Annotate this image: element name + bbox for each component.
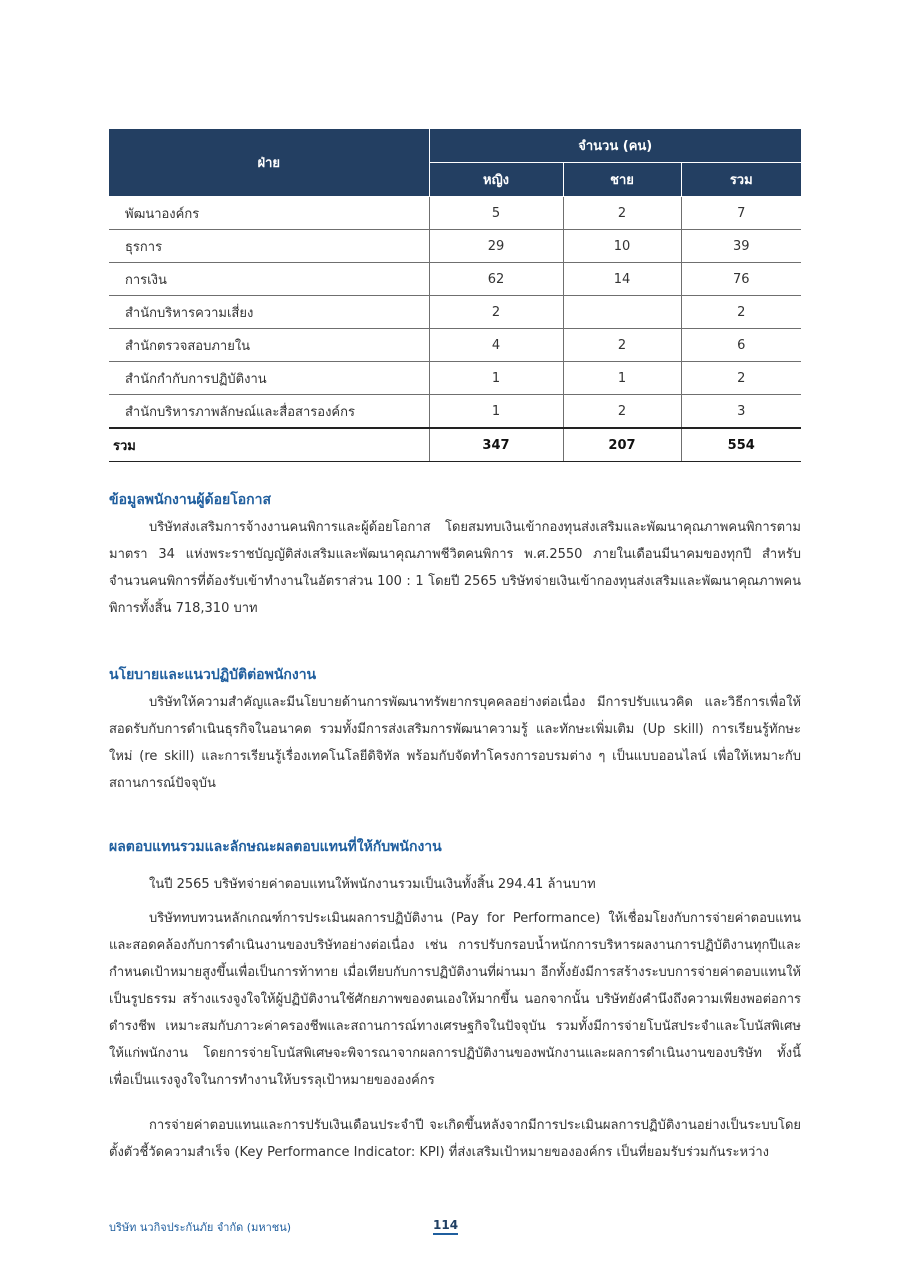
table-row xyxy=(109,197,801,230)
table-total-row xyxy=(109,428,801,462)
cell-female: 1 xyxy=(429,362,563,395)
cell-male: 2 xyxy=(563,329,681,362)
cell-division: พัฒนาองค์กร xyxy=(109,197,429,230)
cell-male xyxy=(563,296,681,329)
staff-table xyxy=(109,129,801,462)
header-count: จำนวน (คน) xyxy=(429,129,801,163)
paragraph-compensation-1: ในปี 2565 บริษัทจ่ายค่าตอบแทนให้พนักงานรวมเป็นเงินทั้งสิ้น 294.41 ล้านบาท xyxy=(149,877,596,892)
cell-division: สำนักบริหารภาพลักษณ์และสื่อสารองค์กร xyxy=(109,395,429,429)
cell-total-male: 207 xyxy=(563,428,681,462)
header-division: ฝ่าย xyxy=(109,129,429,197)
cell-female: 29 xyxy=(429,230,563,263)
cell-female: 5 xyxy=(429,197,563,230)
cell-total: 39 xyxy=(681,230,801,263)
paragraph-compensation-3: การจ่ายค่าตอบแทนและการปรับเงินเดือนประจำปี จะเกิดขึ้นหลังจากมีการประเมินผลการปฏิบัติงานอย่างเป็นระบบโดยตั้งตัวชี้วัดความสำเร็จ (Key Performance Indicator: KPI) ที่ส่งเสริมเป้าหมายขององค์กร เป็นที่ยอมรับร่วมกันระหว่าง xyxy=(109,1118,801,1160)
cell-division: สำนักตรวจสอบภายใน xyxy=(109,329,429,362)
cell-total: 6 xyxy=(681,329,801,362)
table-row xyxy=(109,362,801,395)
cell-male: 14 xyxy=(563,263,681,296)
paragraph-policy: บริษัทให้ความสำคัญและมีนโยบายด้านการพัฒนาทรัพยากรบุคคลอย่างต่อเนื่อง มีการปรับแนวคิด และวิธีการเพื่อให้สอดรับกับการดำเนินธุรกิจในอนาคต รวมทั้งมีการส่งเสริมการพัฒนาความรู้ และทักษะเพิ่มเติม (Up skill) การเรียนรู้ทักษะใหม่ (re skill) และการเรียนรู้เรื่องเทคโนโลยีดิจิทัล พร้อมกับจัดทำโครงการอบรมต่าง ๆ เป็นแบบออนไลน์ เพื่อให้เหมาะกับสถานการณ์ปัจจุบัน xyxy=(109,695,801,791)
section-title-compensation: ผลตอบแทนรวมและลักษณะผลตอบแทนที่ให้กับพนักงาน xyxy=(109,839,442,855)
paragraph-disabled: บริษัทส่งเสริมการจ้างงานคนพิการและผู้ด้อยโอกาส โดยสมทบเงินเข้ากองทุนส่งเสริมและพัฒนาคุณภาพคนพิการตามมาตรา 34 แห่งพระราชบัญญัติส่งเสริมและพัฒนาคุณภาพชีวิตคนพิการ พ.ศ.2550 ภายในเดือนมีนาคมของทุกปี สำหรับจำนวนคนพิการที่ต้องรับเข้าทำงานในอัตราส่วน 100 : 1 โดยปี 2565 บริษัทจ่ายเงินเข้ากองทุนส่งเสริมและพัฒนาคุณภาพคนพิการทั้งสิ้น 718,310 บาท xyxy=(109,520,801,616)
cell-female: 2 xyxy=(429,296,563,329)
section-title-policy: นโยบายและแนวปฏิบัติต่อพนักงาน xyxy=(109,667,317,683)
cell-total-label: รวม xyxy=(109,428,429,462)
cell-total: 2 xyxy=(681,362,801,395)
cell-division: สำนักกำกับการปฏิบัติงาน xyxy=(109,362,429,395)
paragraph-compensation-2: บริษัททบทวนหลักเกณฑ์การประเมินผลการปฏิบัติงาน (Pay for Performance) ให้เชื่อมโยงกับการจ่ายค่าตอบแทนและสอดคล้องกับการดำเนินงานของบริษัทอย่างต่อเนื่อง เช่น การปรับกรอบน้ำหนักการบริหารผลงานการปฏิบัติงานทุกปีและกำหนดเป้าหมายสูงขึ้นเพื่อเป็นการท้าทาย เมื่อเทียบกับการปฏิบัติงานที่ผ่านมา อีกทั้งยังมีการสร้างระบบการจ่ายค่าตอบแทนให้เป็นรูปธรรม สร้างแรงจูงใจให้ผู้ปฏิบัติงานใช้ศักยภาพของตนเองให้มากขึ้น นอกจากนั้น บริษัทยังคำนึงถึงความเพียงพอต่อการดำรงชีพ เหมาะสมกับภาวะค่าครองชีพและสถานการณ์ทางเศรษฐกิจในปัจจุบัน รวมทั้งมีการจ่ายโบนัสประจำและโบนัสพิเศษให้แก่พนักงาน โดยการจ่ายโบนัสพิเศษจะพิจารณาจากผลการปฏิบัติงานของพนักงานและผลการดำเนินงานของบริษัท ทั้งนี้ เพื่อเป็นแรงจูงใจในการทำงานให้บรรลุเป้าหมายขององค์กร xyxy=(109,911,801,1088)
footer-company-name: บริษัท นวกิจประกันภัย จำกัด (มหาชน) xyxy=(109,1221,292,1234)
cell-female: 1 xyxy=(429,395,563,429)
table-row xyxy=(109,230,801,263)
header-female: หญิง xyxy=(429,163,563,197)
cell-total: 7 xyxy=(681,197,801,230)
cell-female: 4 xyxy=(429,329,563,362)
table-row xyxy=(109,263,801,296)
cell-division: การเงิน xyxy=(109,263,429,296)
cell-male: 2 xyxy=(563,395,681,429)
header-male: ชาย xyxy=(563,163,681,197)
cell-male: 1 xyxy=(563,362,681,395)
cell-total-total: 554 xyxy=(681,428,801,462)
cell-total: 76 xyxy=(681,263,801,296)
cell-female: 62 xyxy=(429,263,563,296)
section-title-disabled: ข้อมูลพนักงานผู้ด้อยโอกาส xyxy=(109,492,272,508)
header-total: รวม xyxy=(681,163,801,197)
cell-division: ธุรการ xyxy=(109,230,429,263)
table-row xyxy=(109,329,801,362)
cell-division: สำนักบริหารความเสี่ยง xyxy=(109,296,429,329)
cell-male: 10 xyxy=(563,230,681,263)
table-row xyxy=(109,296,801,329)
cell-total: 3 xyxy=(681,395,801,429)
page-number: 114 xyxy=(433,1218,458,1235)
cell-total-female: 347 xyxy=(429,428,563,462)
cell-total: 2 xyxy=(681,296,801,329)
cell-male: 2 xyxy=(563,197,681,230)
table-row xyxy=(109,395,801,429)
